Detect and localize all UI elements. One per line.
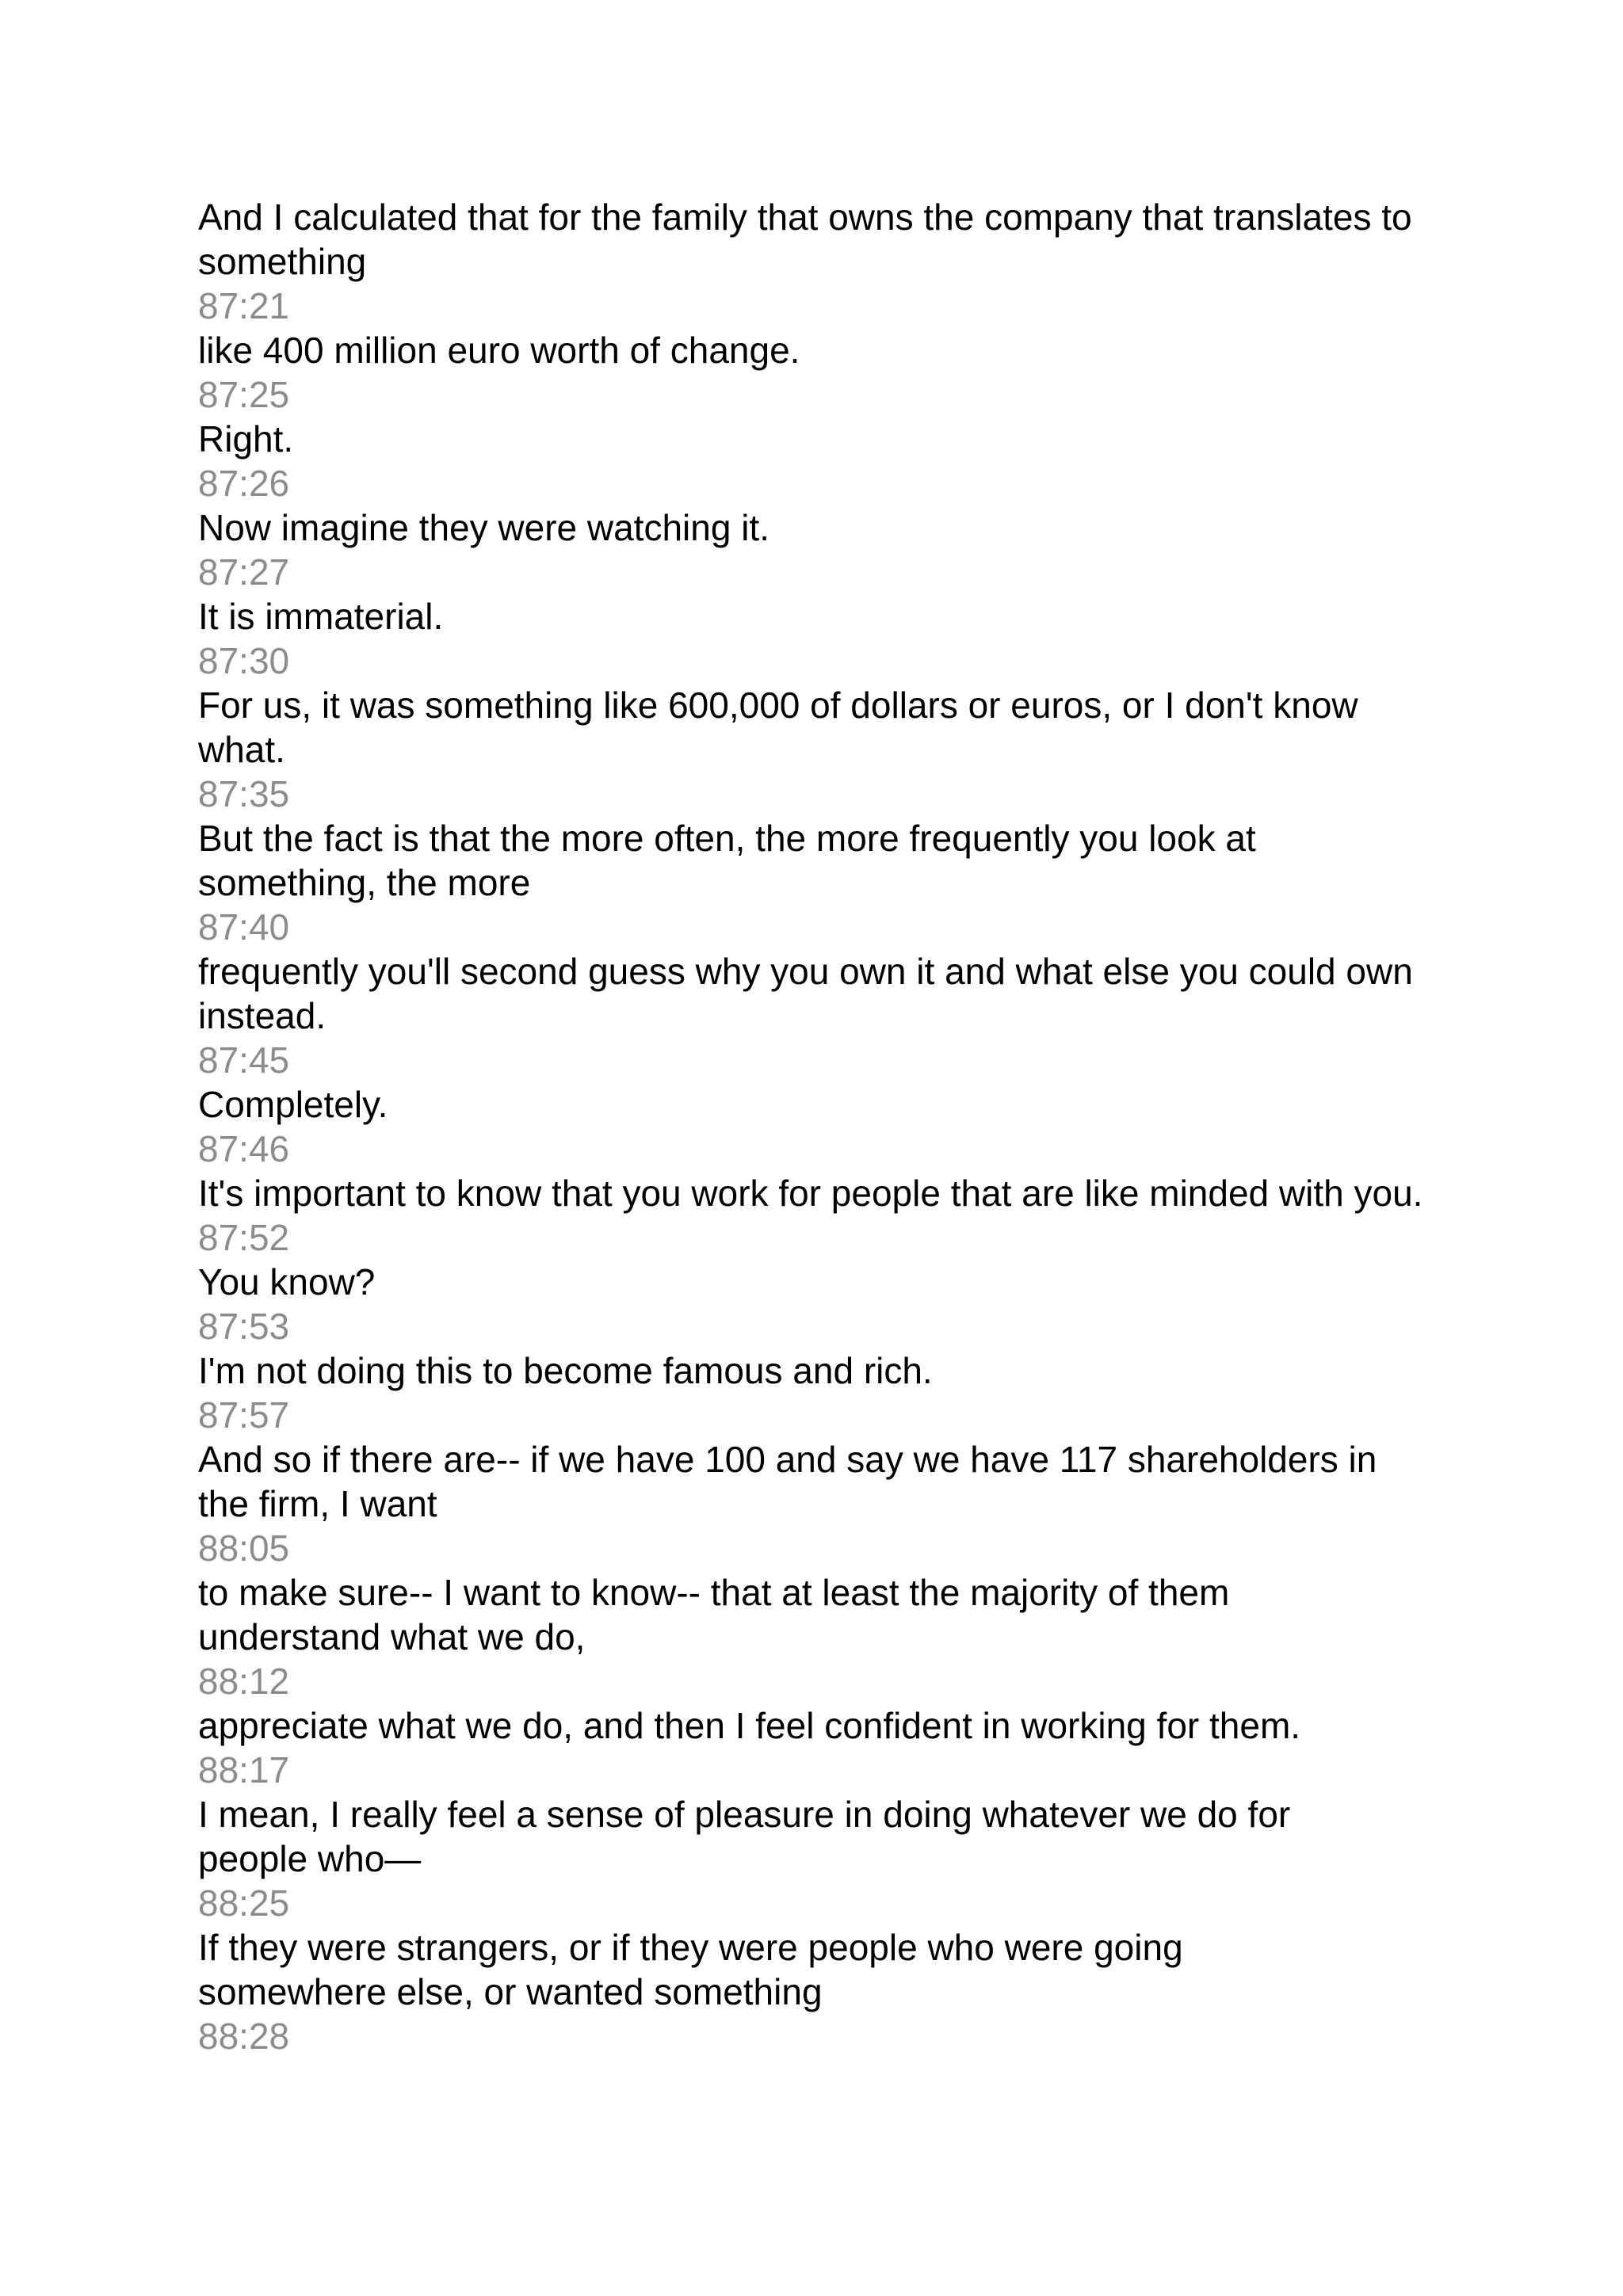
- transcript-line: Now imagine they were watching it.: [198, 507, 769, 548]
- timestamp: 87:53: [198, 1306, 290, 1347]
- transcript-entry: [198, 1570, 1466, 1703]
- timestamp: 87:25: [198, 374, 290, 415]
- timestamp: 88:25: [198, 1882, 290, 1924]
- transcript-line: But the fact is that the more often, the more frequently you look at something, the more: [198, 818, 1256, 903]
- timestamp: 87:46: [198, 1128, 290, 1169]
- timestamp: 88:17: [198, 1749, 290, 1791]
- transcript-entry: [198, 1082, 1466, 1171]
- transcript-entry: [198, 417, 1466, 505]
- transcript-entry: [198, 1260, 1466, 1348]
- transcript-line: It is immaterial.: [198, 596, 444, 637]
- transcript-line: like 400 million euro worth of change.: [198, 330, 800, 371]
- transcript-line: to make sure-- I want to know-- that at least the majority of them understand what we do,: [198, 1572, 1230, 1657]
- transcript-line: And I calculated that for the family that owns the company that translates to something: [198, 196, 1412, 282]
- transcript-line: Completely.: [198, 1084, 388, 1125]
- transcript-entry: [198, 816, 1466, 949]
- transcript-line: It's important to know that you work for people that are like minded with you.: [198, 1173, 1423, 1214]
- transcript: [198, 195, 1466, 2058]
- transcript-entry: [198, 1792, 1466, 1925]
- transcript-entry: [198, 1348, 1466, 1437]
- transcript-line: I mean, I really feel a sense of pleasure in doing whatever we do for people who—: [198, 1794, 1291, 1879]
- timestamp: 88:12: [198, 1661, 290, 1702]
- timestamp: 87:35: [198, 773, 290, 814]
- transcript-entry: [198, 1171, 1466, 1260]
- timestamp: 87:40: [198, 906, 290, 948]
- transcript-entry: [198, 1437, 1466, 1570]
- transcript-entry: [198, 1925, 1466, 2058]
- transcript-line: appreciate what we do, and then I feel confident in working for them.: [198, 1705, 1301, 1746]
- timestamp: 88:28: [198, 2016, 290, 2057]
- transcript-line: Right.: [198, 418, 294, 460]
- transcript-line: If they were strangers, or if they were people who were going somewhere else, or wanted something: [198, 1927, 1183, 2012]
- transcript-entry: [198, 1703, 1466, 1792]
- timestamp: 87:52: [198, 1217, 290, 1258]
- timestamp: 87:45: [198, 1039, 290, 1081]
- transcript-line: frequently you'll second guess why you own it and what else you could own instead.: [198, 951, 1413, 1036]
- timestamp: 87:27: [198, 551, 290, 593]
- transcript-entry: [198, 328, 1466, 417]
- transcript-line: You know?: [198, 1261, 376, 1302]
- transcript-entry: [198, 683, 1466, 816]
- timestamp: 87:21: [198, 285, 290, 326]
- transcript-line: And so if there are-- if we have 100 and say we have 117 shareholders in the firm, I want: [198, 1439, 1377, 1524]
- transcript-line: I'm not doing this to become famous and rich.: [198, 1350, 933, 1391]
- timestamp: 87:30: [198, 640, 290, 681]
- timestamp: 87:26: [198, 463, 290, 504]
- timestamp: 87:57: [198, 1394, 290, 1436]
- transcript-entry: [198, 505, 1466, 594]
- transcript-entry: [198, 195, 1466, 328]
- timestamp: 88:05: [198, 1527, 290, 1569]
- transcript-line: For us, it was something like 600,000 of dollars or euros, or I don't know what.: [198, 685, 1358, 770]
- transcript-entry: [198, 594, 1466, 683]
- transcript-entry: [198, 949, 1466, 1082]
